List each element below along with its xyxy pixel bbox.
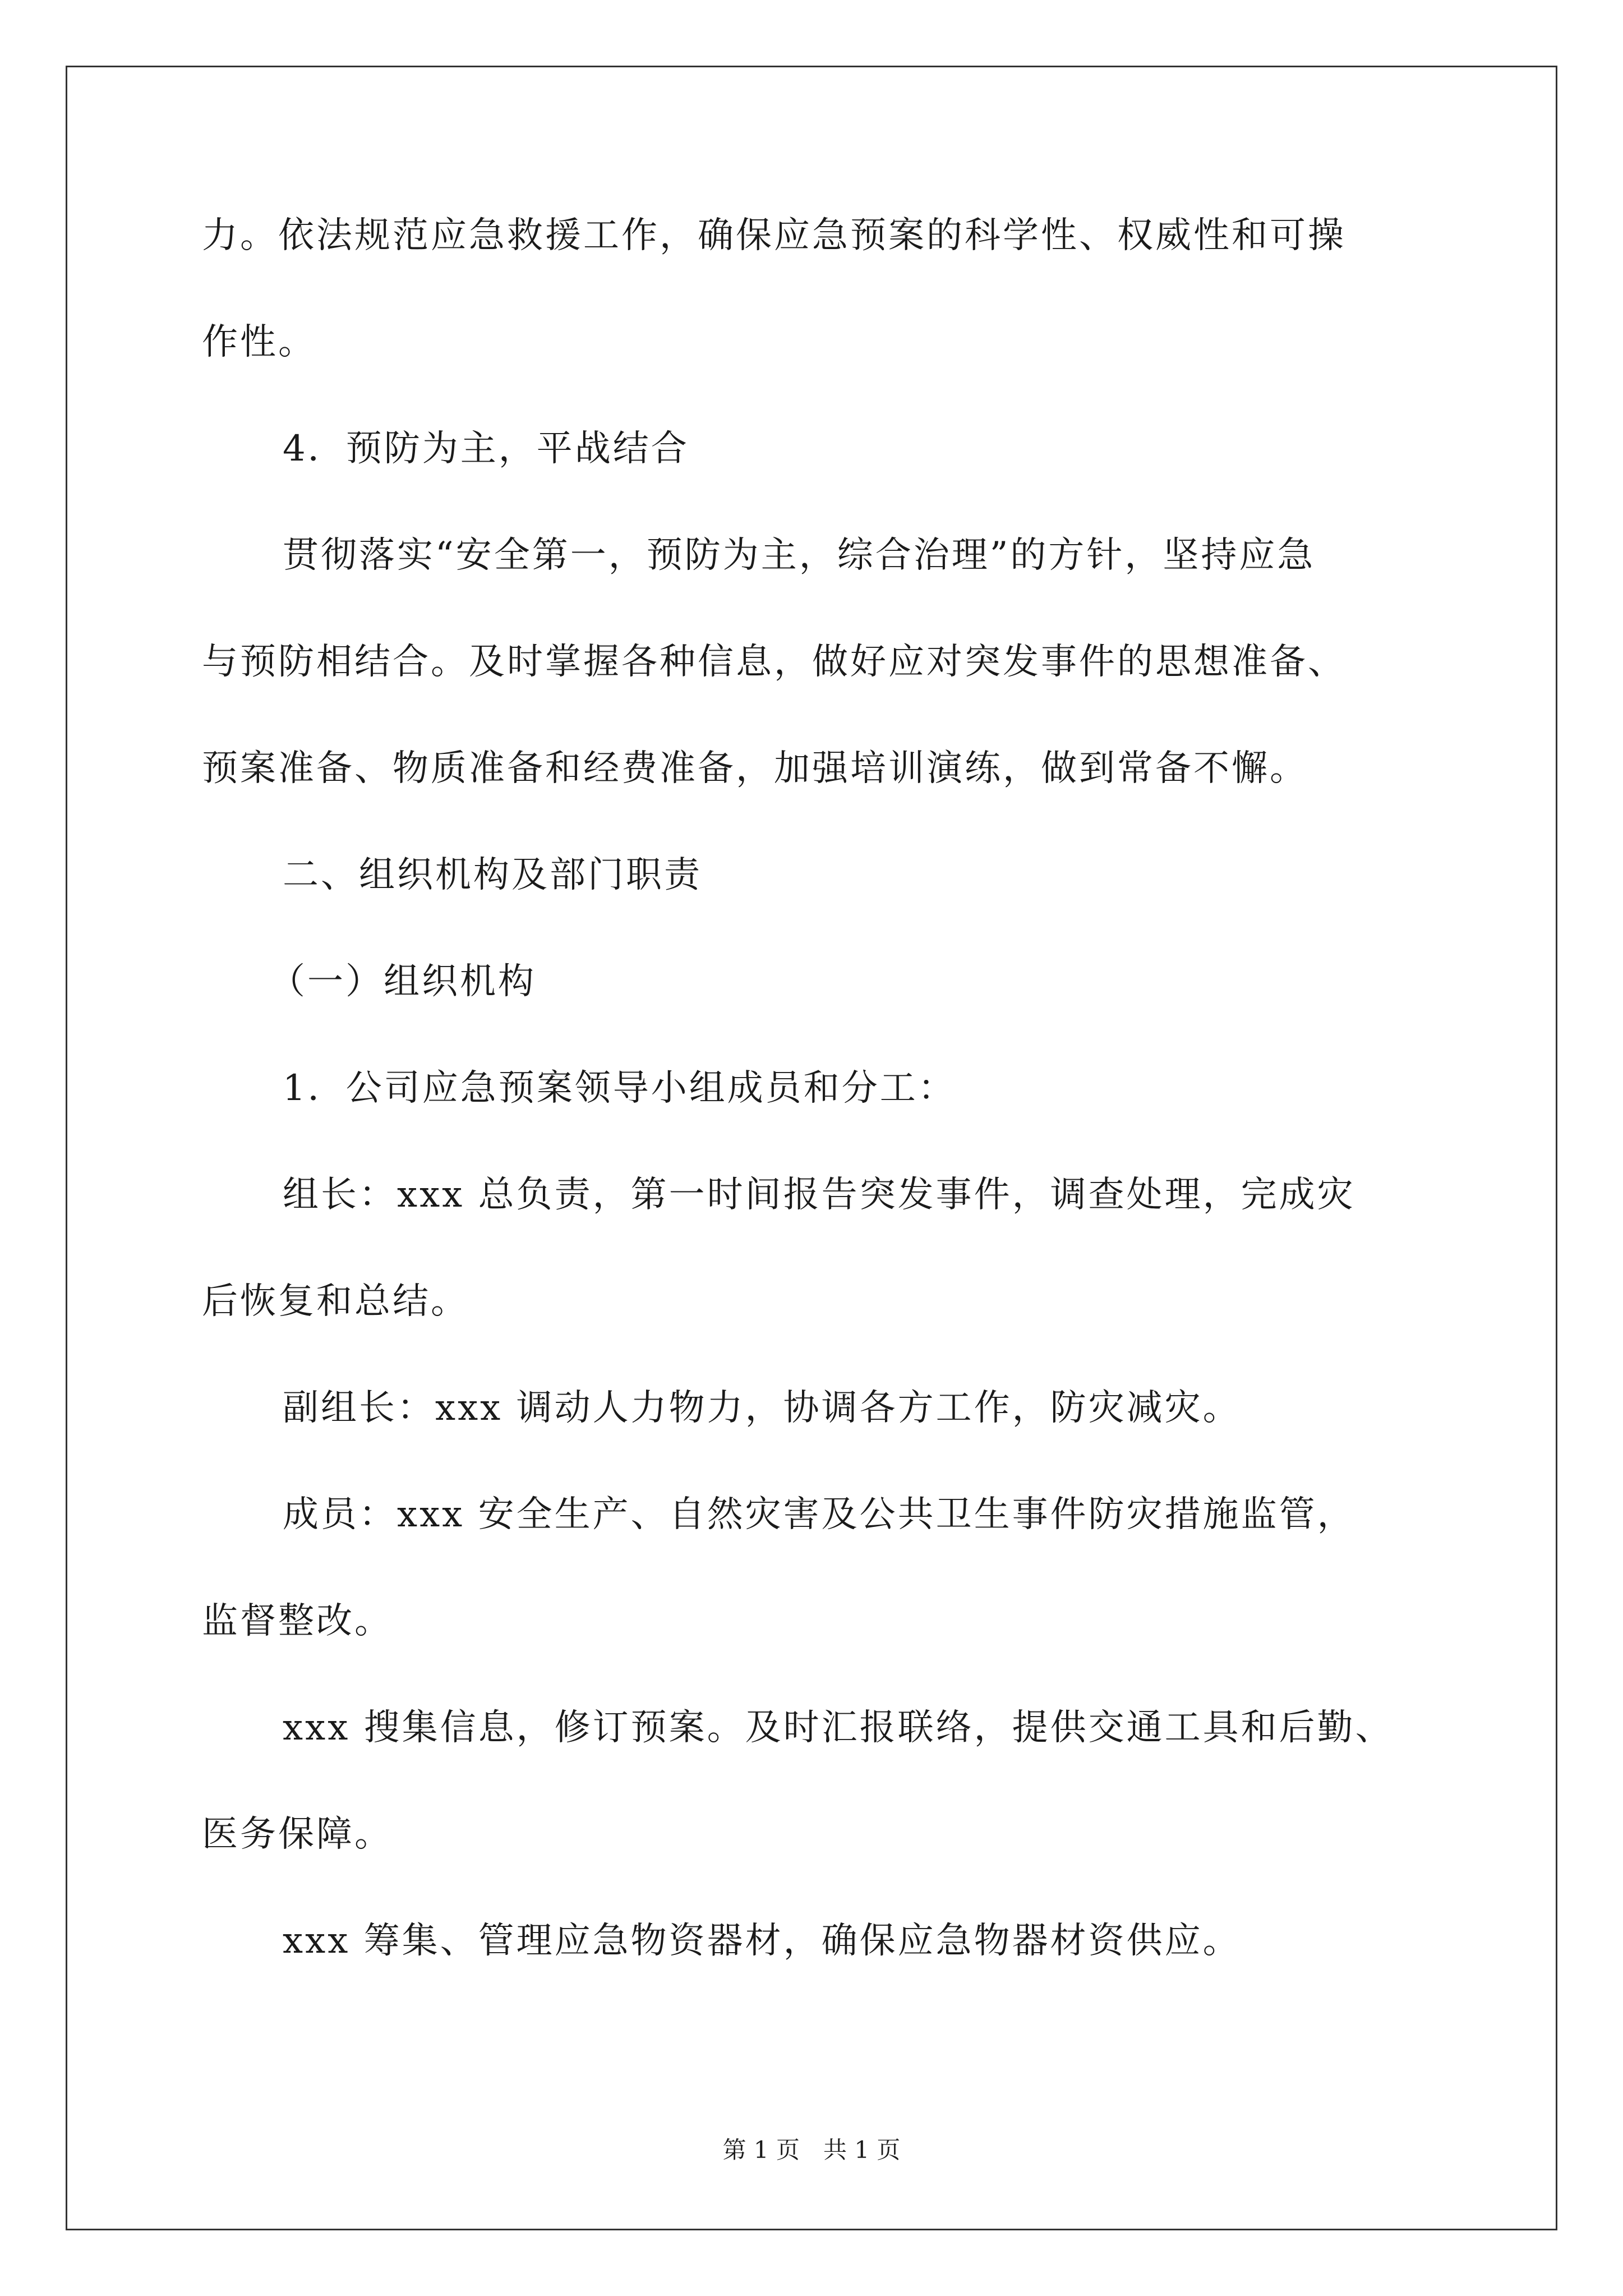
paragraph-line: 与预防相结合。及时掌握各种信息，做好应对突发事件的思想准备、: [202, 641, 1346, 683]
subsection-heading: 1．公司应急预案领导小组成员和分工：: [283, 1068, 956, 1109]
section-heading: 4．预防为主，平战结合: [283, 428, 689, 470]
paragraph-line: xxx 搜集信息，修订预案。及时汇报联络，提供交通工具和后勤、: [283, 1707, 1394, 1749]
paragraph-line: 后恢复和总结。: [202, 1281, 469, 1322]
paragraph-line: 副组长：xxx 调动人力物力，协调各方工作，防灾减灾。: [283, 1387, 1241, 1429]
subsection-heading: （一）组织机构: [269, 961, 536, 1002]
paragraph-line: 医务保障。: [202, 1814, 393, 1855]
paragraph-line: 组长：xxx 总负责，第一时间报告突发事件，调查处理，完成灾: [283, 1174, 1355, 1216]
paragraph-line: 贯彻落实“安全第一，预防为主，综合治理”的方针，坚持应急: [283, 535, 1316, 576]
section-heading: 二、组织机构及部门职责: [283, 854, 702, 896]
paragraph-line: 监督整改。: [202, 1600, 393, 1642]
page-border: [66, 66, 1557, 2230]
paragraph-line: 预案准备、物质准备和经费准备，加强培训演练，做到常备不懈。: [202, 748, 1308, 789]
paragraph-line: 成员：xxx 安全生产、自然灾害及公共卫生事件防灾措施监管，: [283, 1494, 1355, 1535]
paragraph-line: 作性。: [202, 321, 316, 363]
page-number-footer: 第 1 页 共 1 页: [722, 2136, 901, 2164]
paragraph-line: xxx 筹集、管理应急物资器材，确保应急物器材资供应。: [283, 1920, 1241, 1962]
paragraph-line: 力。依法规范应急救援工作，确保应急预案的科学性、权威性和可操: [202, 215, 1346, 256]
